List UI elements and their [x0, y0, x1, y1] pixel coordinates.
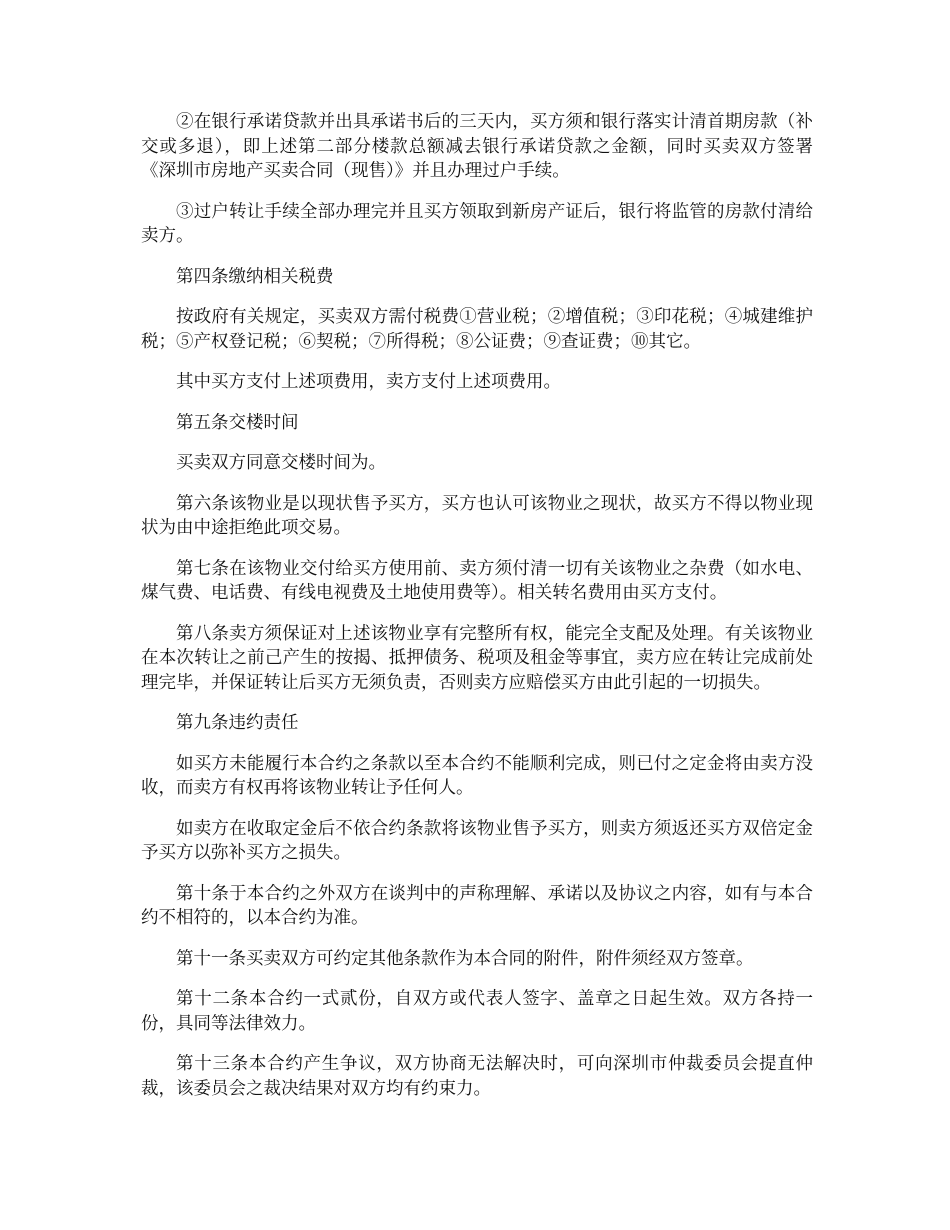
clause-paragraph: 第十条于本合约之外双方在谈判中的声称理解、承诺以及协议之内容，如有与本合约不相符的，以本合约为准。	[141, 883, 813, 928]
section-heading: 第九条违约责任	[176, 713, 299, 733]
clause-paragraph: 按政府有关规定，买卖双方需付税费①营业税；②增值税；③印花税；④城建维护税；⑤产权登记税；⑥契税；⑦所得税；⑧公证费；⑨查证费；⑩其它。	[141, 307, 813, 352]
clause-paragraph: ③过户转让手续全部办理完并且买方领取到新房产证后，银行将监管的房款付清给卖方。	[141, 201, 813, 246]
clause-paragraph: 第八条卖方须保证对上述该物业享有完整所有权，能完全支配及处理。有关该物业在本次转让之前己产生的按揭、抵押债务、税项及租金等事宜，卖方应在转让完成前处理完毕，并保证转让后买方无须负责，否则卖方应赔偿买方由此引起的一切损失。	[141, 623, 813, 693]
section-heading: 第四条缴纳相关税费	[176, 266, 334, 287]
clause-paragraph: ②在银行承诺贷款并出具承诺书后的三天内，买方须和银行落实计清首期房款（补交或多退），即上述第二部分楼款总额减去银行承诺贷款之金额，同时买卖双方签署《深圳市房地产买卖合同（现售）》并且办理过户手续。	[141, 112, 813, 181]
clause-paragraph: 买卖双方同意交楼时间为。	[176, 453, 386, 473]
document-body	[141, 110, 813, 1117]
clause-paragraph: 其中买方支付上述项费用，卖方支付上述项费用。	[176, 372, 561, 392]
clause-paragraph: 第十一条买卖双方可约定其他条款作为本合同的附件，附件须经双方签章。	[176, 948, 754, 969]
clause-paragraph: 第十二条本合约一式贰份，自双方或代表人签字、盖章之日起生效。双方各持一份，具同等法律效力。	[141, 989, 813, 1034]
clause-paragraph: 第七条在该物业交付给买方使用前、卖方须付清一切有关该物业之杂费（如水电、煤气费、电话费、有线电视费及土地使用费等）。相关转名费用由买方支付。	[141, 558, 813, 603]
clause-paragraph: 第六条该物业是以现状售予买方，买方也认可该物业之现状，故买方不得以物业现状为由中途拒绝此项交易。	[141, 493, 813, 538]
clause-paragraph: 如卖方在收取定金后不依合约条款将该物业售予买方，则卖方须返还买方双倍定金予买方以弥补买方之损失。	[141, 818, 813, 863]
section-heading: 第五条交楼时间	[176, 412, 299, 433]
clause-paragraph: 如买方未能履行本合约之条款以至本合约不能顺利完成，则已付之定金将由卖方没收，而卖方有权再将该物业转让予任何人。	[141, 753, 813, 798]
clause-paragraph: 第十三条本合约产生争议，双方协商无法解决时，可向深圳市仲裁委员会提直仲裁，该委员会之裁决结果对双方均有约束力。	[141, 1054, 813, 1099]
